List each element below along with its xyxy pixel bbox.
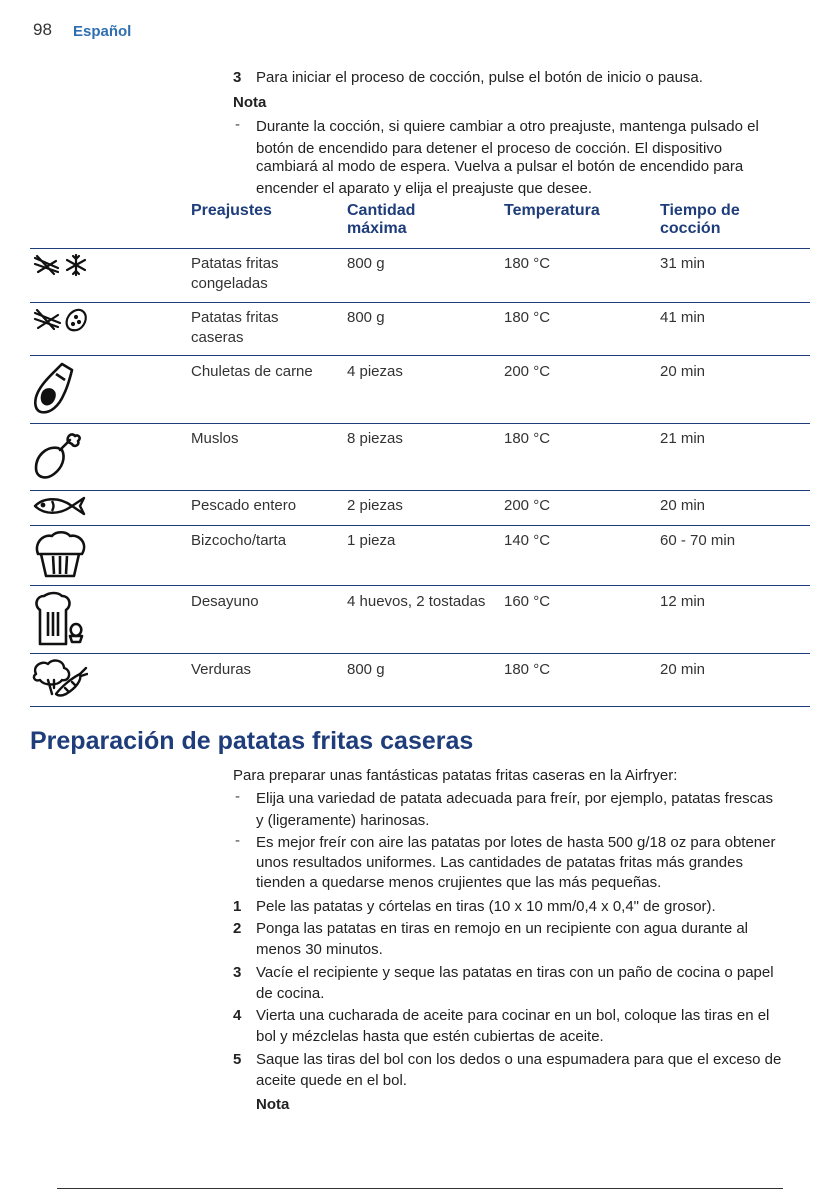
table-cell-temperature: 180 °C bbox=[504, 309, 551, 326]
table-cell-temperature: 140 °C bbox=[504, 532, 551, 549]
table-cell-time: 20 min bbox=[660, 661, 706, 678]
table-cell-temperature: 180 °C bbox=[504, 661, 551, 678]
step-line: Vierta una cucharada de aceite para cocinar en un bol, coloque las tiras en el bbox=[256, 1007, 770, 1024]
table-cell-temperature: 180 °C bbox=[504, 430, 551, 447]
table-cell-quantity: 4 piezas bbox=[347, 363, 403, 380]
table-cell-preset: Chuletas de carne bbox=[191, 363, 313, 380]
table-cell-quantity: 1 pieza bbox=[347, 532, 396, 549]
table-cell-quantity: 4 huevos, 2 tostadas bbox=[347, 593, 486, 610]
table-divider bbox=[30, 706, 810, 707]
bullet-line: y (ligeramente) harinosas. bbox=[256, 812, 430, 829]
note-dash: - bbox=[235, 116, 240, 133]
step-line: Pele las patatas y córtelas en tiras (10 x 10 mm/0,4 x 0,4" de grosor). bbox=[256, 898, 716, 915]
table-cell-temperature: 180 °C bbox=[504, 255, 551, 272]
header-quantity bbox=[347, 202, 415, 238]
table-cell-time: 41 min bbox=[660, 309, 706, 326]
table-divider bbox=[30, 585, 810, 586]
cake-icon bbox=[32, 530, 88, 578]
language-label: Español bbox=[73, 23, 132, 40]
table-cell-time: 20 min bbox=[660, 497, 706, 514]
step-line: de cocina. bbox=[256, 985, 325, 1002]
page-number: 98 bbox=[33, 20, 52, 39]
table-cell-quantity: 800 g bbox=[347, 309, 385, 326]
bullet-dash: - bbox=[235, 788, 240, 805]
drumstick-icon bbox=[32, 428, 82, 482]
table-cell-temperature: 200 °C bbox=[504, 497, 551, 514]
homemade-fries-icon bbox=[32, 306, 90, 334]
header-quantity-line: Cantidad bbox=[347, 202, 416, 219]
bullet-dash: - bbox=[235, 832, 240, 849]
table-divider bbox=[30, 355, 810, 356]
table-cell-temperature: 200 °C bbox=[504, 363, 551, 380]
step-number: 3 bbox=[233, 69, 242, 86]
step-number: 1 bbox=[233, 898, 242, 915]
step-number: 2 bbox=[233, 920, 242, 937]
section-intro: Para preparar unas fantásticas patatas fritas caseras en la Airfryer: bbox=[233, 767, 678, 784]
table-divider bbox=[30, 302, 810, 303]
table-cell-preset: Desayuno bbox=[191, 593, 259, 610]
preset-name: congeladas bbox=[191, 275, 268, 292]
table-cell-temperature: 160 °C bbox=[504, 593, 551, 610]
vegetables-icon bbox=[32, 658, 88, 698]
preset-name: Patatas fritas bbox=[191, 255, 279, 272]
table-cell-quantity: 800 g bbox=[347, 255, 385, 272]
header-time bbox=[660, 202, 740, 238]
table-cell-preset: Muslos bbox=[191, 430, 239, 447]
table-divider bbox=[30, 490, 810, 491]
header-time-line: Tiempo de bbox=[660, 202, 740, 219]
preset-name: caseras bbox=[191, 329, 244, 346]
meat-chop-icon bbox=[32, 360, 76, 416]
table-cell-preset bbox=[191, 308, 279, 348]
table-cell-time: 20 min bbox=[660, 363, 706, 380]
note-title: Nota bbox=[256, 1096, 290, 1113]
step-line: menos 30 minutos. bbox=[256, 941, 383, 958]
step-line: aceite quede en el bol. bbox=[256, 1072, 407, 1089]
table-cell-preset bbox=[191, 254, 279, 294]
table-divider bbox=[30, 653, 810, 654]
frozen-fries-icon bbox=[32, 252, 90, 278]
step-text: Para iniciar el proceso de cocción, pulse el botón de inicio o pausa. bbox=[256, 69, 703, 86]
table-cell-time: 21 min bbox=[660, 430, 706, 447]
note-line: encender el aparato y elija el preajuste que desee. bbox=[256, 180, 593, 197]
table-cell-preset: Bizcocho/tarta bbox=[191, 532, 287, 549]
table-divider bbox=[30, 525, 810, 526]
preset-name: Patatas fritas bbox=[191, 309, 279, 326]
step-line: Vacíe el recipiente y seque las patatas en tiras con un paño de cocina o papel bbox=[256, 964, 774, 981]
table-cell-time: 12 min bbox=[660, 593, 706, 610]
table-cell-quantity: 800 g bbox=[347, 661, 385, 678]
footer-rule bbox=[57, 1188, 783, 1189]
section-title: Preparación de patatas fritas caseras bbox=[30, 727, 474, 755]
table-cell-preset: Pescado entero bbox=[191, 497, 297, 514]
header-presets: Preajustes bbox=[191, 202, 272, 219]
step-line: Saque las tiras del bol con los dedos o una espumadera para que el exceso de bbox=[256, 1051, 782, 1068]
table-cell-quantity: 8 piezas bbox=[347, 430, 403, 447]
bullet-line: tienden a quedarse menos crujientes que las más pequeñas. bbox=[256, 874, 662, 891]
bullet-line: unos resultados uniformes. Las cantidades de patatas fritas más grandes bbox=[256, 854, 743, 871]
step-line: Ponga las patatas en tiras en remojo en un recipiente con agua durante al bbox=[256, 920, 748, 937]
note-title: Nota bbox=[233, 94, 267, 111]
table-divider bbox=[30, 423, 810, 424]
table-cell-time: 60 - 70 min bbox=[660, 532, 736, 549]
step-number: 5 bbox=[233, 1051, 242, 1068]
table-cell-time: 31 min bbox=[660, 255, 706, 272]
table-cell-preset: Verduras bbox=[191, 661, 252, 678]
breakfast-icon bbox=[32, 590, 86, 646]
header-quantity-line: máxima bbox=[347, 220, 407, 237]
header-temperature: Temperatura bbox=[504, 202, 600, 219]
note-line: cambiará al modo de espera. Vuelva a pulsar el botón de encendido para bbox=[256, 158, 744, 175]
bullet-line: Elija una variedad de patata adecuada para freír, por ejemplo, patatas frescas bbox=[256, 790, 773, 807]
header-time-line: cocción bbox=[660, 220, 721, 237]
table-cell-quantity: 2 piezas bbox=[347, 497, 403, 514]
step-number: 3 bbox=[233, 964, 242, 981]
step-line: bol y mézclelas hasta que estén cubiertas de aceite. bbox=[256, 1028, 604, 1045]
bullet-line: Es mejor freír con aire las patatas por lotes de hasta 500 g/18 oz para obtener bbox=[256, 834, 776, 851]
table-divider bbox=[30, 248, 810, 249]
note-line: Durante la cocción, si quiere cambiar a otro preajuste, mantenga pulsado el bbox=[256, 118, 759, 135]
step-number: 4 bbox=[233, 1007, 242, 1024]
note-line: botón de encendido para detener el proceso de cocción. El dispositivo bbox=[256, 140, 723, 157]
fish-icon bbox=[32, 495, 86, 517]
